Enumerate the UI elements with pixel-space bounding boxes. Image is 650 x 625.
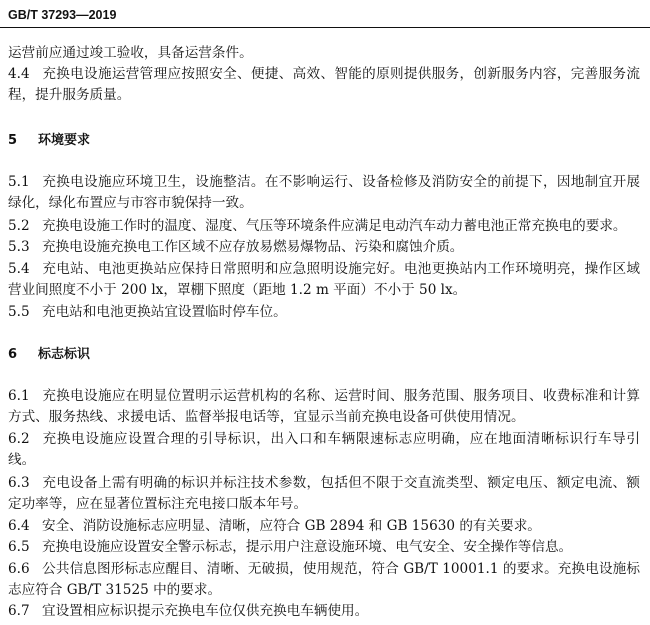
clause-number: 6.6 [8,561,30,577]
clause-6-3 [8,473,640,515]
clause-number: 6.4 [8,518,30,534]
clause-number: 6.5 [8,539,30,555]
clause-text: 公共信息图形标志应醒目、清晰、无破损，使用规范，符合 GB/T 10001.1 的要求。充换电设施标志应符合 GB/T 31525 中的要求。 [8,561,640,598]
clause-5-2 [8,216,640,237]
clause-4-4 [8,64,640,106]
clause-6-5 [8,537,640,558]
section-5-heading [8,132,90,150]
clause-6-2 [8,429,640,471]
clause-number: 6.1 [8,388,30,404]
standard-number-header: GB/T 37293—2019 [8,8,117,22]
section-number: 5 [8,133,18,148]
clause-text: 充换电设施运营管理应按照安全、便捷、高效、智能的原则提供服务，创新服务内容，完善服务流程，提升服务质量。 [8,66,640,103]
clause-number: 6.3 [8,475,30,491]
clause-text: 充换电设施充换电工作区域不应存放易燃易爆物品、污染和腐蚀介质。 [42,239,464,255]
clause-number: 5.5 [8,304,30,320]
clause-text: 充电站、电池更换站应保持日常照明和应急照明设施完好。电池更换站内工作环境明亮，操作区域营业间照度不小于 200 lx，罩棚下照度（距地 1.2 m 平面）不小于 50 lx。 [8,261,640,298]
clause-text: 充换电设施工作时的温度、湿度、气压等环境条件应满足电动汽车动力蓄电池正常充换电的要求。 [42,218,627,234]
clause-text: 充换电设施应环境卫生，设施整洁。在不影响运行、设备检修及消防安全的前提下，因地制宜开展绿化，绿化布置应与市容市貌保持一致。 [8,174,640,211]
clause-number: 4.4 [8,66,30,82]
clause-5-1 [8,172,640,214]
clause-number: 5.3 [8,239,30,255]
section-number: 6 [8,347,18,362]
section-6-heading [8,346,90,364]
clause-6-1 [8,386,640,428]
clause-number: 6.2 [8,431,30,447]
clause-text: 充电站和电池更换站宜设置临时停车位。 [42,304,287,320]
clause-6-4 [8,516,640,537]
clause-5-3 [8,237,640,258]
clause-text: 安全、消防设施标志应明显、清晰，应符合 GB 2894 和 GB 15630 的有关要求。 [42,518,541,534]
clause-number: 5.2 [8,218,30,234]
clause-6-7 [8,601,640,622]
clause-6-6 [8,559,640,601]
clause-number: 5.4 [8,261,30,277]
clause-number: 6.7 [8,603,30,619]
clause-text: 充换电设施应在明显位置明示运营机构的名称、运营时间、服务范围、服务项目、收费标准和计算方式、服务热线、求援电话、监督举报电话等，宜显示当前充换电设备可供使用情况。 [8,388,640,425]
carryover-text: 运营前应通过竣工验收，具备运营条件。 [8,45,253,61]
clause-number: 5.1 [8,174,30,190]
clause-text: 宜设置相应标识提示充换电车位仅供充换电车辆使用。 [42,603,369,619]
clause-5-4 [8,259,640,301]
section-title: 环境要求 [38,133,91,148]
clause-text: 充换电设施应设置合理的引导标识，出入口和车辆限速标志应明确，应在地面清晰标识行车导引线。 [8,431,640,468]
clause-5-5 [8,302,640,323]
header-rule [0,27,650,28]
clause-text: 充换电设施应设置安全警示标志，提示用户注意设施环境、电气安全、安全操作等信息。 [42,539,573,555]
clause-text: 充电设备上需有明确的标识并标注技术参数，包括但不限于交直流类型、额定电压、额定电流、额定功率等，应在显著位置标注充电接口版本年号。 [8,475,640,512]
section-title: 标志标识 [38,347,91,362]
